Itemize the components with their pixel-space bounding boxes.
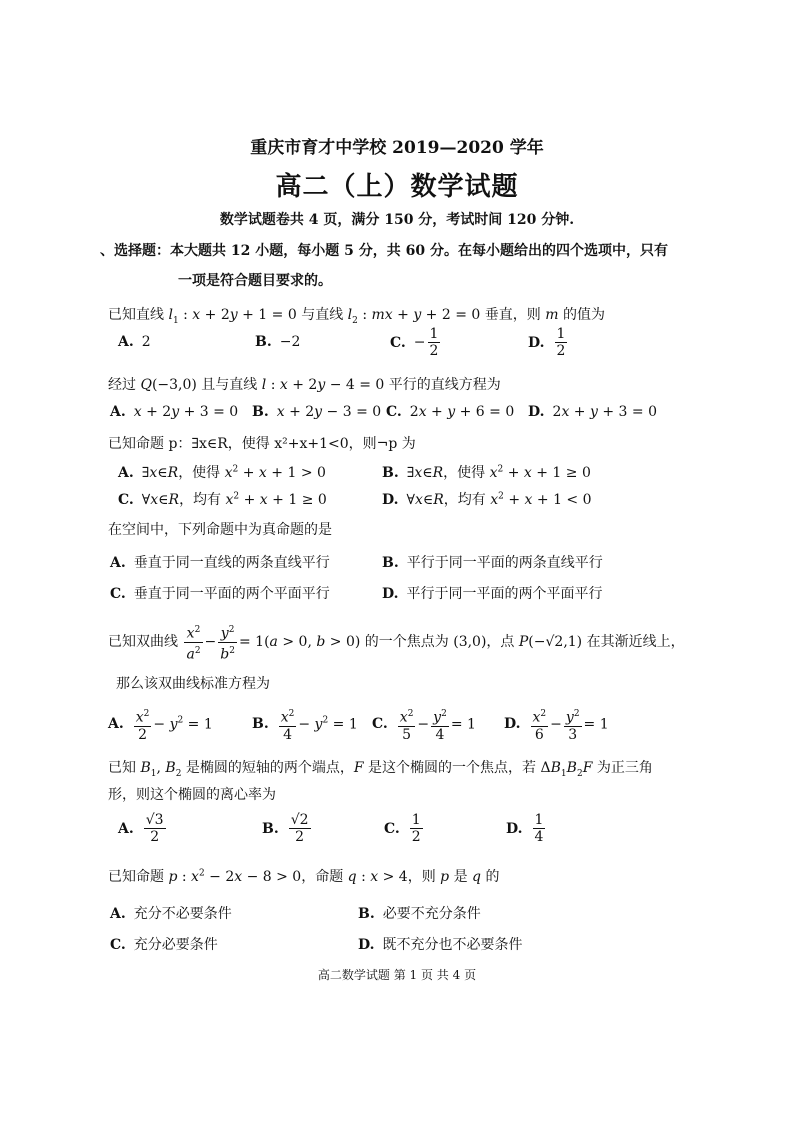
q7-option-a[interactable]: A. 充分不必要条件 — [110, 906, 232, 922]
question-5-stem: 已知双曲线 $\frac{x^2}{a^2}$ − $\frac{y^2}{b^2}$ = 1(a > 0, b > 0) 的一个焦点为 (3,0)，点 P(−√2,1) 在其渐近线上， — [108, 622, 685, 662]
q3-option-a[interactable]: A. ∃x∈R，使得 $x^2 + x + 1 > 0$ — [118, 464, 326, 481]
question-3-stem: 已知命题 p：∃x∈R，使得 x²+x+1<0，则¬p 为 — [108, 436, 416, 452]
q2-option-c[interactable]: C. 2x + y + 6 = 0 — [386, 404, 515, 420]
q7-option-b[interactable]: B. 必要不充分条件 — [358, 906, 481, 922]
q1-option-c[interactable]: C. − $\frac{1}{2}$ — [390, 326, 439, 359]
q7-option-c[interactable]: C. 充分必要条件 — [110, 937, 218, 953]
q3-option-b[interactable]: B. ∃x∈R，使得 $x^2 + x + 1 \ge 0$ — [382, 464, 591, 481]
q3-option-c[interactable]: C. ∀x∈R，均有 $x^2 + x + 1 \ge 0$ — [118, 491, 327, 508]
question-5-stem-line-2: 那么该双曲线标准方程为 — [116, 676, 270, 692]
q6-option-c[interactable]: C. $\frac{1}{2}$ — [384, 812, 421, 845]
q5-option-a[interactable]: A. $\frac{x^2}{2}$ − $y^2 = 1$ — [108, 706, 213, 743]
question-7-stem: 已知命题 p : $x^2 - 2x - 8 > 0$，命题 q : x > 4，则 p 是 q 的 — [108, 868, 500, 885]
question-1-stem: 已知直线 $l_1$ : x + 2y + 1 = 0 与直线 $l_2$ : mx + y + 2 = 0 垂直，则 m 的值为 — [108, 307, 605, 326]
exam-title: 高二（上）数学试题 — [275, 172, 519, 202]
q1-option-d[interactable]: D. $\frac{1}{2}$ — [528, 326, 566, 359]
section-line-1: 、选择题：本大题共 12 小题，每小题 5 分，共 60 分。在每小题给出的四个选项中，只有 — [100, 243, 668, 259]
section-heading — [100, 236, 700, 296]
q6-option-d[interactable]: D. $\frac{1}{4}$ — [506, 812, 544, 845]
question-4-stem: 在空间中，下列命题中为真命题的是 — [108, 522, 332, 538]
q6-option-a[interactable]: A. $\frac{√3}{2}$ — [118, 812, 164, 845]
section-line-2: 一项是符合题目要求的。 — [178, 273, 332, 289]
q6-option-b[interactable]: B. $\frac{√2}{2}$ — [262, 812, 309, 845]
q2-option-a[interactable]: A. x + 2y + 3 = 0 — [110, 404, 239, 420]
question-6-stem: 已知 $B_1$, $B_2$ 是椭圆的短轴的两个端点，F 是这个椭圆的一个焦点，若 $\Delta B_1B_2F$ 为正三角 — [108, 760, 653, 779]
q5-option-c[interactable]: C. $\frac{x^2}{5}$ − $\frac{y^2}{4}$ = 1 — [372, 706, 476, 743]
q4-option-a[interactable]: A. 垂直于同一直线的两条直线平行 — [110, 555, 330, 571]
exam-info: 数学试题卷共 4 页，满分 150 分，考试时间 120 分钟. — [219, 212, 575, 228]
q1-option-b[interactable]: B. −2 — [255, 334, 301, 350]
page-footer: 高二数学试题 第 1 页 共 4 页 — [317, 968, 477, 982]
q4-option-b[interactable]: B. 平行于同一平面的两条直线平行 — [382, 555, 603, 571]
q5-option-b[interactable]: B. $\frac{x^2}{4}$ − $y^2 = 1$ — [252, 706, 358, 743]
q4-option-c[interactable]: C. 垂直于同一平面的两个平面平行 — [110, 586, 330, 602]
question-2-stem: 经过 Q(−3,0) 且与直线 l : x + 2y − 4 = 0 平行的直线方程为 — [108, 377, 501, 393]
school-header: 重庆市育才中学校 2019—2020 学年 — [250, 138, 544, 158]
q2-option-d[interactable]: D. 2x + y + 3 = 0 — [528, 404, 657, 420]
q2-option-b[interactable]: B. x + 2y − 3 = 0 — [252, 404, 382, 420]
question-6-stem-line-2: 形，则这个椭圆的离心率为 — [108, 787, 276, 803]
q4-option-d[interactable]: D. 平行于同一平面的两个平面平行 — [382, 586, 603, 602]
q7-option-d[interactable]: D. 既不充分也不必要条件 — [358, 937, 523, 953]
q1-option-a[interactable]: A. 2 — [118, 334, 151, 350]
q3-option-d[interactable]: D. ∀x∈R，均有 $x^2 + x + 1 < 0$ — [382, 491, 592, 508]
q5-option-d[interactable]: D. $\frac{x^2}{6}$ − $\frac{y^2}{3}$ = 1 — [504, 706, 609, 743]
